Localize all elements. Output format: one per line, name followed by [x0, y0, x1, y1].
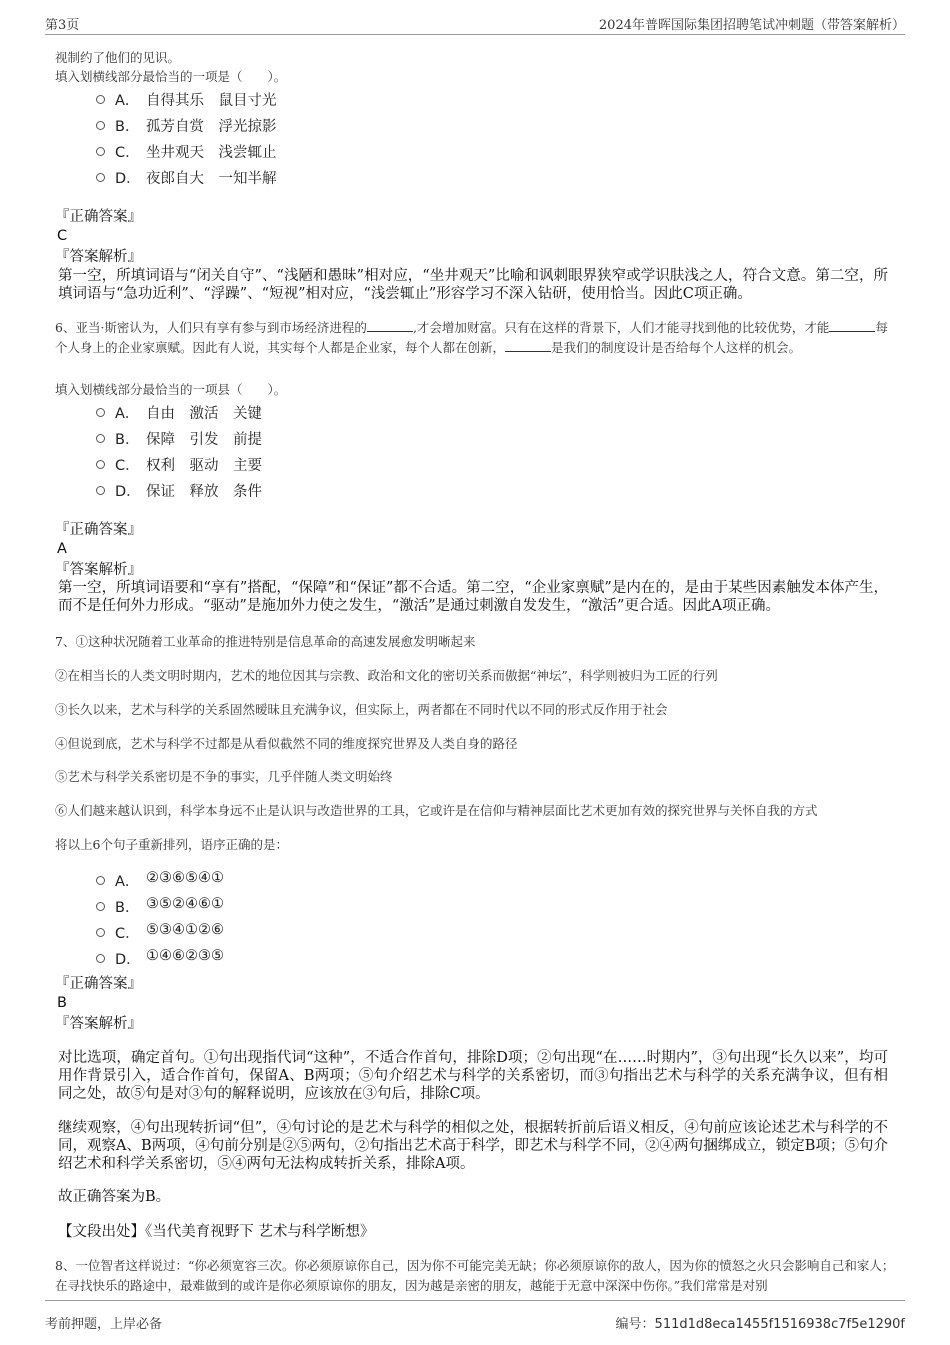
- q5-stem-tail: 视制约了他们的见识。: [55, 50, 181, 65]
- radio-icon[interactable]: [96, 902, 105, 911]
- q8-stem: 8、一位智者这样说过：“你必须宽容三次。你必须原谅你自己，因为你不可能完美无缺；你必须原谅你的敌人，因为你的愤怒之火只会影响自己和家人；在寻找快乐的路途中，最难做到的或许是你必须原谅你的朋友，因为越是亲密的朋友，越能于无意中深深中伤你。”我们常常是对别: [55, 1258, 895, 1293]
- radio-icon[interactable]: [96, 173, 105, 182]
- q7-analysis-label: 『答案解析』: [55, 1016, 142, 1032]
- fill-blank: [505, 338, 551, 352]
- q5-analysis-label: 『答案解析』: [55, 249, 142, 265]
- q7-sentence-2: ②在相当长的人类文明时期内，艺术的地位因其与宗教、政治和文化的密切关系而傲据“神坛”，科学则被归为工匠的行列: [55, 668, 718, 683]
- q7-analysis-para-1: 对比选项，确定首句。①句出现指代词“这种”，不适合作首句，排除D项；②句出现“在……时期内”，③句出现“长久以来”，均可用作背景引入，适合作首句，保留A、B两项；⑤句介绍艺术与科学的关系密切，而③句指出艺术与科学的关系充满争议，但有相同之处，故⑤句是对③句的解释说明，应该放在③句后，排除C项。: [58, 1050, 888, 1102]
- q7-sentence-6: ⑥人们越来越认识到，科学本身远不止是认识与改造世界的工具，它或许是在信仰与精神层面比艺术更加有效的探究世界与关怀自我的方式: [55, 803, 818, 818]
- radio-icon[interactable]: [96, 434, 105, 443]
- radio-icon[interactable]: [96, 954, 105, 963]
- radio-icon[interactable]: [96, 408, 105, 417]
- q7-sentence-1: 7、①这种状况随着工业革命的推进特别是信息革命的高速发展愈发明晰起来: [55, 634, 476, 649]
- q7-sentence-3: ③长久以来，艺术与科学的关系固然暧昧且充满争议，但实际上，两者都在不同时代以不同的形式反作用于社会: [55, 702, 668, 717]
- q5-analysis: 第一空，所填词语与“闭关自守”、“浅陋和愚昧”相对应，“坐井观天”比喻和讽刺眼界狭窄或学识肤浅之人，符合文意。第二空，所填词语与“急功近利”、“浮躁”、“短视”相对应，“浅尝辄止”形容学习不深入钻研，使用恰当。因此C项正确。: [58, 268, 888, 302]
- q7-analysis-para-2: 继续观察，④句出现转折词“但”，④句讨论的是艺术与科学的相似之处，根据转折前后语义相反，④句前应该论述艺术与科学的不同，观察A、B两项，④句前分别是②⑤两句，②句指出艺术高于科学，即艺术与科学不同，②④两句捆绑成立，锁定B项；⑤句介绍艺术和科学关系密切，⑤④两句无法构成转折关系，排除A项。: [58, 1120, 888, 1172]
- q5-answer-label: 『正确答案』: [55, 209, 142, 225]
- radio-icon[interactable]: [96, 876, 105, 885]
- page-number: 第3页: [45, 18, 80, 33]
- q7-sentence-5: ⑤艺术与科学关系密切是不争的事实，几乎伴随人类文明始终: [55, 769, 393, 784]
- q7-source: 【文段出处】《当代美育视野下 艺术与科学断想》: [58, 1224, 375, 1240]
- radio-icon[interactable]: [96, 486, 105, 495]
- q7-sentence-4: ④但说到底，艺术与科学不过都是从看似截然不同的维度探究世界及人类自身的路径: [55, 736, 518, 751]
- q6-stem: 6、亚当·斯密认为，人们只有享有参与到市场经济进程的 ,才会增加财富。只有在这样的背景下，人们才能寻找到他的比较优势，才能 每个人身上的企业家禀赋。因此有人说，其实每个人都是企业家，每个人都在创新， 是我们的制度设计是否给每个人这样的机会。: [55, 320, 888, 355]
- q6-answer: A: [57, 541, 67, 557]
- radio-icon[interactable]: [96, 928, 105, 937]
- q7-answer-label: 『正确答案』: [55, 976, 142, 992]
- page-footer: [45, 1300, 905, 1332]
- radio-icon[interactable]: [96, 460, 105, 469]
- q7-analysis-para-3: 故正确答案为B。: [58, 1189, 171, 1205]
- fill-blank: [829, 318, 875, 332]
- q6-prompt: 填入划横线部分最恰当的一项县（ ）。: [55, 382, 287, 397]
- page-header: [45, 14, 905, 35]
- radio-icon[interactable]: [96, 121, 105, 130]
- q6-answer-label: 『正确答案』: [55, 522, 142, 538]
- q6-analysis-label: 『答案解析』: [55, 562, 142, 578]
- radio-icon[interactable]: [96, 147, 105, 156]
- radio-icon[interactable]: [96, 95, 105, 104]
- q5-prompt: 填入划横线部分最恰当的一项是（ ）。: [55, 69, 287, 84]
- document-title: 2024年普晖国际集团招聘笔试冲刺题（带答案解析）: [598, 18, 905, 33]
- footer-slogan: 考前押题，上岸必备: [45, 1317, 163, 1332]
- q5-answer: C: [57, 228, 68, 244]
- fill-blank: [367, 318, 413, 332]
- document-code: 编号：511d1d8eca1455f1516938c7f5e1290f: [615, 1317, 905, 1332]
- q7-prompt: 将以上6个句子重新排列，语序正确的是：: [55, 837, 288, 852]
- q7-answer: B: [57, 995, 67, 1011]
- q6-analysis: 第一空，所填词语要和“享有”搭配，“保障”和“保证”都不合适。第二空，“企业家禀赋”是内在的，是由于某些因素触发本体产生，而不是任何外力形成。“驱动”是施加外力使之发生，“激活”是通过刺激自发发生，“激活”更合适。因此A项正确。: [58, 580, 888, 614]
